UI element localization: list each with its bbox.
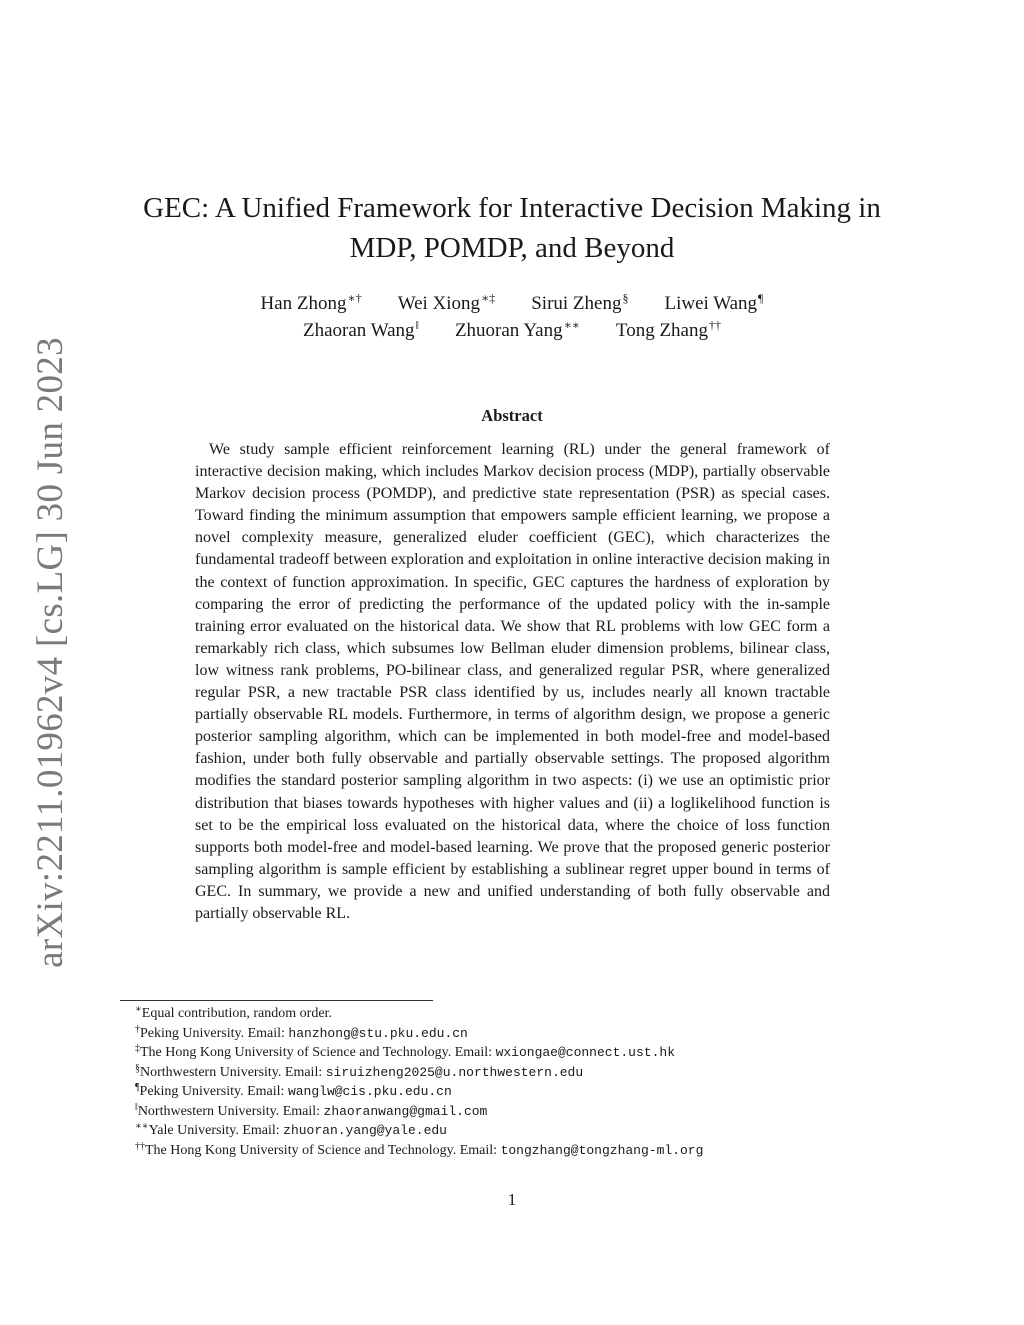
email-address: siruizheng2025@u.northwestern.edu <box>325 1064 584 1080</box>
footnote: ‖Northwestern University. Email: zhaoranwang@gmail.com <box>135 1101 488 1119</box>
arxiv-side-stamp <box>25 336 75 968</box>
abstract-text: We study sample efficient reinforcement learning (RL) under the general framework of interactive decision making, which includes Markov decision process (MDP), partially observable Markov decision process (POMDP), and predictive state representation (PSR) as special cases. Toward finding the minimum assumption that empowers sample efficient learning, we propose a novel complexity measure, generalized eluder coefficient (GEC), which characterizes the fundamental tradeoff between exploration and exploitation in online interactive decision making in the context of function approximation. In specific, GEC captures the hardness of exploration by comparing the error of predicting the performance of the updated policy with the in-sample training error evaluated on the historical data. We show that RL problems with low GEC form a remarkably rich class, which subsumes low Bellman eluder dimension problems, bilinear class, low witness rank problems, PO-bilinear class, and generalized regular PSR, where generalized regular PSR, a new tractable PSR class identified by us, includes nearly all known tractable partially observable RL models. Furthermore, in terms of algorithm design, we propose a generic posterior sampling algorithm, which can be implemented in both model-free and model-based fashion, under both fully observable and partially observable settings. The proposed algorithm modifies the standard posterior sampling algorithm in two aspects: (i) we use an optimistic prior distribution that biases towards hypotheses with higher values and (ii) a loglikelihood function is set to be the empirical loss evaluated on the historical data, where the choice of loss function supports both model-free and model-based learning. We prove that the proposed generic posterior sampling algorithm is sample efficient by establishing a sublinear regret upper bound in terms of GEC. In summary, we provide a new and unified understanding of both fully observable and partially observable RL. <box>195 441 830 922</box>
paper-title: GEC: A Unified Framework for Interactive Decision Making in MDP, POMDP, and Beyond <box>143 192 881 264</box>
footnote: §Northwestern University. Email: siruizheng2025@u.northwestern.edu <box>135 1062 584 1080</box>
footnote: ∗Equal contribution, random order. <box>135 1004 332 1021</box>
footnote-divider <box>120 1000 433 1001</box>
author: Zhuoran Yang∗∗ <box>454 318 580 341</box>
author: Tong Zhang†† <box>615 318 721 341</box>
email-address: zhuoran.yang@yale.edu <box>283 1123 447 1138</box>
author: Sirui Zheng§ <box>531 291 629 314</box>
page-number: 1 <box>507 1190 517 1209</box>
footnote: ¶Peking University. Email: wanglw@cis.pku.edu.cn <box>135 1082 452 1099</box>
footnote: ∗∗Yale University. Email: zhuoran.yang@yale.edu <box>135 1121 447 1138</box>
author: Liwei Wang¶ <box>664 291 764 314</box>
footnote: ‡The Hong Kong University of Science and Technology. Email: wxiongae@connect.ust.hk <box>135 1043 675 1060</box>
email-address: wanglw@cis.pku.edu.cn <box>287 1084 452 1099</box>
author: Wei Xiong∗‡ <box>397 291 496 314</box>
footnote: †Peking University. Email: hanzhong@stu.pku.edu.cn <box>135 1023 468 1041</box>
author-list <box>120 290 904 344</box>
email-address: zhaoranwang@gmail.com <box>323 1103 488 1119</box>
email-address: tongzhang@tongzhang-ml.org <box>500 1142 704 1158</box>
footnote: ††The Hong Kong University of Science and Technology. Email: tongzhang@tongzhang-ml.org <box>135 1140 704 1158</box>
abstract-heading: Abstract <box>481 406 543 425</box>
email-address: wxiongae@connect.ust.hk <box>495 1045 675 1060</box>
author-row-2 <box>120 317 904 344</box>
author: Zhaoran Wang‖ <box>303 318 419 341</box>
author-row-1 <box>120 290 904 317</box>
arxiv-identifier: arXiv:2211.01962v4 [cs.LG] 30 Jun 2023 <box>29 336 71 968</box>
footnotes <box>135 1004 895 1160</box>
email-address: hanzhong@stu.pku.edu.cn <box>288 1025 468 1041</box>
author: Han Zhong∗† <box>260 291 362 314</box>
